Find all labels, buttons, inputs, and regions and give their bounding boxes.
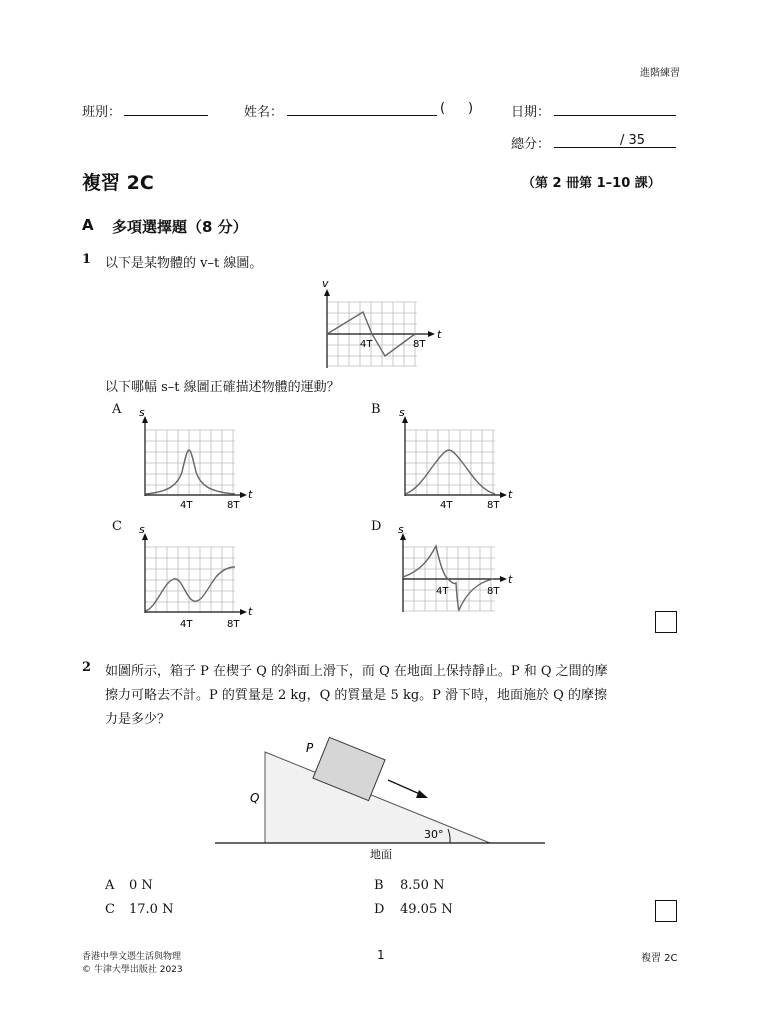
ground-label: 地面 (370, 848, 392, 861)
class-number-close: ) (468, 101, 474, 116)
d-tick-4T: 4T (436, 586, 449, 597)
b-x-label: t (508, 488, 513, 501)
q2-option-d-text[interactable]: 49.05 N (400, 902, 453, 917)
c-x-label: t (248, 605, 253, 618)
name-label: 姓名： (244, 105, 284, 120)
q2-option-b-letter: B (374, 878, 384, 893)
q1-option-b-graph[interactable] (390, 404, 520, 514)
class-label: 班別： (82, 105, 122, 120)
q1-option-c-graph[interactable] (130, 521, 260, 633)
c-tick-4T: 4T (180, 619, 193, 630)
vt-tick-4T: 4T (360, 339, 373, 350)
lesson-scope: （第 2 冊第 1–10 課） (522, 176, 661, 191)
question-2-number: 2 (82, 660, 92, 675)
b-tick-4T: 4T (440, 500, 453, 511)
d-x-label: t (508, 573, 513, 586)
question-1-stem: 以下是某物體的 v–t 線圖。 (105, 256, 263, 271)
question-2-stem-line-3: 力是多少？ (105, 712, 171, 727)
a-y-label: s (139, 406, 145, 419)
a-tick-4T: 4T (180, 500, 193, 511)
section-letter: A (82, 216, 94, 234)
vt-x-label: t (437, 328, 442, 341)
class-field[interactable] (124, 101, 208, 116)
q1-option-a-letter: A (112, 402, 122, 417)
question-2-stem-line-1: 如圖所示，箱子 P 在楔子 Q 的斜面上滑下，而 Q 在地面上保持靜止。P 和 Q 之間的摩 (105, 664, 608, 679)
q2-option-b-text[interactable]: 8.50 N (400, 878, 445, 893)
series-label: 進階練習 (640, 68, 680, 79)
q2-option-d-letter: D (374, 902, 385, 917)
vt-tick-8T: 8T (413, 339, 426, 350)
wedge-q-label: Q (250, 791, 260, 805)
score-total: / 35 (620, 133, 646, 148)
b-tick-8T: 8T (487, 500, 500, 511)
q2-option-a-letter: A (105, 878, 115, 893)
footer-book-title: 香港中學文憑生活與物理 (82, 952, 182, 962)
q2-option-c-letter: C (105, 902, 115, 917)
vt-y-label: v (322, 277, 329, 290)
q1-option-c-letter: C (112, 519, 122, 534)
q1-option-d-graph[interactable] (390, 521, 520, 616)
footer-copyright: © 牛津大學出版社 2023 (82, 965, 183, 975)
footer-section: 複習 2C (641, 953, 678, 964)
class-number-open: ( (440, 101, 446, 116)
d-tick-8T: 8T (487, 586, 500, 597)
a-tick-8T: 8T (227, 500, 240, 511)
c-y-label: s (139, 523, 145, 536)
score-label: 總分： (511, 137, 551, 152)
q2-answer-box[interactable] (655, 900, 677, 922)
angle-label: 30° (424, 828, 444, 841)
c-tick-8T: 8T (227, 619, 240, 630)
a-x-label: t (248, 488, 253, 501)
page-title: 複習 2C (82, 172, 154, 194)
q2-option-a-text[interactable]: 0 N (129, 878, 153, 893)
page-number: 1 (377, 948, 385, 962)
q1-option-b-letter: B (371, 402, 381, 417)
q2-option-c-text[interactable]: 17.0 N (129, 902, 174, 917)
date-field[interactable] (554, 101, 676, 116)
name-field[interactable] (287, 101, 437, 116)
box-p-label: P (306, 741, 314, 755)
vt-graph (310, 276, 450, 376)
wedge-diagram (210, 732, 555, 862)
question-2-stem-line-2: 擦力可略去不計。P 的質量是 2 kg，Q 的質量是 5 kg。P 滑下時，地面施於 Q 的摩擦 (105, 688, 607, 703)
q1-answer-box[interactable] (655, 611, 677, 633)
question-1-number: 1 (82, 252, 92, 267)
q1-option-a-graph[interactable] (130, 404, 260, 514)
section-title: 多項選擇題（8 分） (112, 218, 248, 236)
d-y-label: s (398, 523, 404, 536)
q1-option-d-letter: D (371, 519, 382, 534)
score-field[interactable] (554, 133, 676, 148)
b-y-label: s (399, 406, 405, 419)
date-label: 日期： (511, 105, 551, 120)
question-1-prompt: 以下哪幅 s–t 線圖正確描述物體的運動？ (105, 380, 340, 395)
